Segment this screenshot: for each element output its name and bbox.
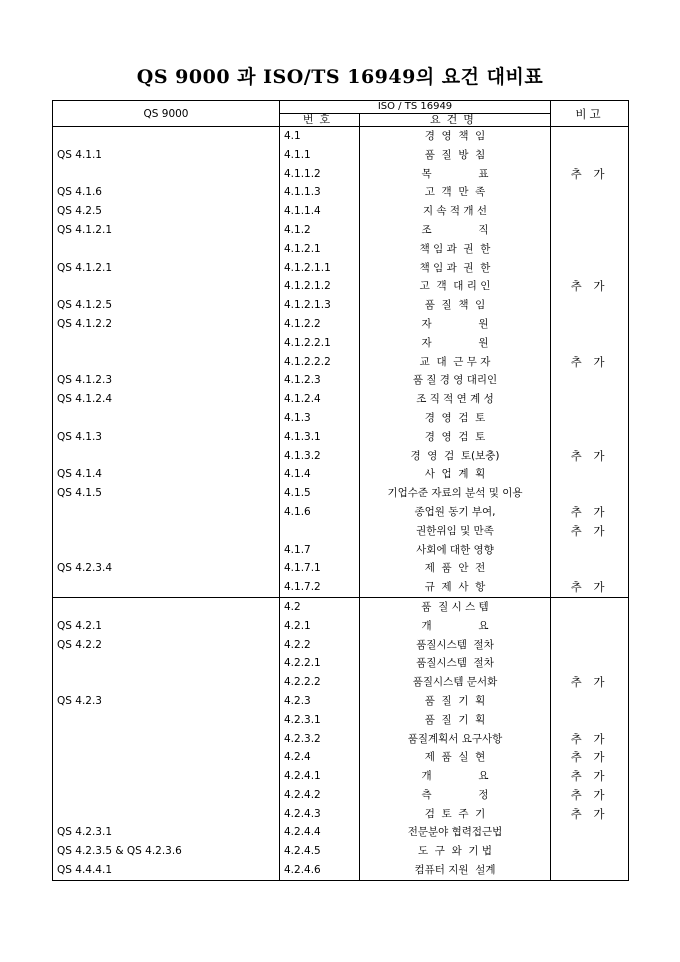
- iso-number: 4.1.1.4: [280, 202, 360, 221]
- table-row: [53, 748, 629, 767]
- remark: 추 가: [551, 786, 629, 805]
- qs9000-clause: QS 4.1.2.2: [53, 315, 280, 334]
- remark: 추 가: [551, 165, 629, 184]
- requirement-name: 고 객 만 족: [360, 183, 551, 202]
- table-row: [53, 767, 629, 786]
- table-row: [53, 823, 629, 842]
- requirement-name: 경 영 책 임: [360, 127, 551, 146]
- remark: [551, 202, 629, 221]
- remark: [551, 428, 629, 447]
- qs9000-clause: [53, 165, 280, 184]
- remark: [551, 617, 629, 636]
- requirement-name: 권한위임 및 만족: [360, 522, 551, 541]
- iso-number: 4.1.2.1: [280, 240, 360, 259]
- remark: [551, 390, 629, 409]
- table-row: [53, 390, 629, 409]
- remark: 추 가: [551, 805, 629, 824]
- table-row: [53, 240, 629, 259]
- requirement-name: 검 토 주 기: [360, 805, 551, 824]
- requirement-name: 지 속 적 개 선: [360, 202, 551, 221]
- requirement-name: 측 정: [360, 786, 551, 805]
- requirement-name: 도 구 와 기 법: [360, 842, 551, 861]
- table-row: [53, 617, 629, 636]
- table-row: [53, 484, 629, 503]
- iso-number: 4.2.2.1: [280, 654, 360, 673]
- qs9000-clause: [53, 730, 280, 749]
- document-title: QS 9000 과 ISO/TS 16949의 요건 대비표: [136, 66, 544, 88]
- remark: [551, 711, 629, 730]
- requirement-name: 개 요: [360, 767, 551, 786]
- iso-number: 4.1.7.1: [280, 559, 360, 578]
- remark: [551, 240, 629, 259]
- table-row: [53, 861, 629, 880]
- remark: 추 가: [551, 748, 629, 767]
- requirement-name: 제 품 안 전: [360, 559, 551, 578]
- table-row: [53, 334, 629, 353]
- requirement-name: 조 직 적 연 계 성: [360, 390, 551, 409]
- iso-number: 4.1.7: [280, 541, 360, 560]
- qs9000-clause: [53, 409, 280, 428]
- table-row: [53, 578, 629, 597]
- iso-number: 4.1.7.2: [280, 578, 360, 597]
- iso-number: 4.2.3: [280, 692, 360, 711]
- iso-number: 4.1.2.1.1: [280, 259, 360, 278]
- remark: [551, 259, 629, 278]
- table-row: [53, 786, 629, 805]
- remark: 추 가: [551, 673, 629, 692]
- qs9000-clause: [53, 334, 280, 353]
- qs9000-clause: QS 4.4.4.1: [53, 861, 280, 880]
- requirement-name: 제 품 실 현: [360, 748, 551, 767]
- iso-number: 4.2.4.5: [280, 842, 360, 861]
- requirement-name: 종업원 동기 부여,: [360, 503, 551, 522]
- table-row: [53, 730, 629, 749]
- requirement-name: 품질시스템 절차: [360, 654, 551, 673]
- table-row: [53, 409, 629, 428]
- remark: [551, 371, 629, 390]
- iso-number: 4.2: [280, 597, 360, 616]
- requirement-name: 품 질 시 스 템: [360, 597, 551, 616]
- iso-number: 4.1.2.2.1: [280, 334, 360, 353]
- remark: 추 가: [551, 503, 629, 522]
- requirement-name: 조 직: [360, 221, 551, 240]
- table-row: [53, 183, 629, 202]
- requirement-name: 경 영 검 토(보충): [360, 447, 551, 466]
- iso-number: 4.1.1.2: [280, 165, 360, 184]
- qs9000-clause: QS 4.1.1: [53, 146, 280, 165]
- table-row: [53, 805, 629, 824]
- qs9000-clause: [53, 578, 280, 597]
- remark: 추 가: [551, 447, 629, 466]
- remark: [551, 183, 629, 202]
- qs9000-clause: QS 4.1.2.1: [53, 221, 280, 240]
- qs9000-clause: [53, 240, 280, 259]
- qs9000-clause: [53, 522, 280, 541]
- requirement-name: 기업수준 자료의 분석 및 이용: [360, 484, 551, 503]
- requirement-name: 품질시스템 문서화: [360, 673, 551, 692]
- qs9000-clause: [53, 767, 280, 786]
- table-row: [53, 353, 629, 372]
- requirement-name: 고 객 대 리 인: [360, 277, 551, 296]
- table-row: [53, 315, 629, 334]
- qs9000-clause: [53, 654, 280, 673]
- qs9000-clause: QS 4.2.3.1: [53, 823, 280, 842]
- requirement-name: 전문분야 협력접근법: [360, 823, 551, 842]
- table-row: [53, 842, 629, 861]
- qs9000-clause: QS 4.1.5: [53, 484, 280, 503]
- iso-number: 4.2.4.1: [280, 767, 360, 786]
- qs9000-clause: QS 4.2.3: [53, 692, 280, 711]
- qs9000-clause: [53, 503, 280, 522]
- iso-number: 4.2.2: [280, 636, 360, 655]
- qs9000-clause: QS 4.1.2.1: [53, 259, 280, 278]
- qs9000-clause: [53, 127, 280, 146]
- table-row: [53, 559, 629, 578]
- table-row: [53, 636, 629, 655]
- qs9000-clause: QS 4.1.2.3: [53, 371, 280, 390]
- table-row: [53, 259, 629, 278]
- qs9000-clause: [53, 541, 280, 560]
- table-row: [53, 447, 629, 466]
- qs9000-clause: QS 4.1.6: [53, 183, 280, 202]
- requirement-name: 품질시스템 절차: [360, 636, 551, 655]
- iso-number: 4.1.1: [280, 146, 360, 165]
- requirement-name: 품질계획서 요구사항: [360, 730, 551, 749]
- comparison-table: [52, 100, 629, 881]
- iso-number: 4.1.2.2.2: [280, 353, 360, 372]
- requirement-name: 컴퓨터 지원 설계: [360, 861, 551, 880]
- table-row: [53, 503, 629, 522]
- remark: 추 가: [551, 277, 629, 296]
- qs9000-clause: [53, 597, 280, 616]
- remark: [551, 465, 629, 484]
- requirement-name: 품 질 책 임: [360, 296, 551, 315]
- requirement-name: 사회에 대한 영향: [360, 541, 551, 560]
- remark: [551, 484, 629, 503]
- remark: 추 가: [551, 767, 629, 786]
- requirement-name: 품 질 기 획: [360, 711, 551, 730]
- requirement-name: 경 영 검 토: [360, 428, 551, 447]
- qs9000-clause: QS 4.2.2: [53, 636, 280, 655]
- header-iso-ts16949: ISO / TS 16949: [280, 101, 551, 114]
- iso-number: 4.1.2.1.2: [280, 277, 360, 296]
- remark: [551, 636, 629, 655]
- requirement-name: 품 질 경 영 대리인: [360, 371, 551, 390]
- qs9000-clause: QS 4.1.3: [53, 428, 280, 447]
- requirement-name: 규 제 사 항: [360, 578, 551, 597]
- table-body: [53, 127, 629, 881]
- requirement-name: 자 원: [360, 334, 551, 353]
- remark: [551, 146, 629, 165]
- remark: [551, 127, 629, 146]
- remark: 추 가: [551, 353, 629, 372]
- iso-number: [280, 522, 360, 541]
- table-row: [53, 127, 629, 146]
- table-row: [53, 673, 629, 692]
- header-remark: 비고: [551, 101, 629, 127]
- iso-number: 4.1.3: [280, 409, 360, 428]
- remark: [551, 692, 629, 711]
- remark: [551, 541, 629, 560]
- qs9000-clause: QS 4.1.2.5: [53, 296, 280, 315]
- table-row: [53, 146, 629, 165]
- iso-number: 4.2.1: [280, 617, 360, 636]
- remark: 추 가: [551, 578, 629, 597]
- remark: [551, 559, 629, 578]
- qs9000-clause: [53, 353, 280, 372]
- requirement-name: 경 영 검 토: [360, 409, 551, 428]
- requirement-name: 사 업 계 획: [360, 465, 551, 484]
- iso-number: 4.2.4.2: [280, 786, 360, 805]
- iso-number: 4.2.2.2: [280, 673, 360, 692]
- table-row: [53, 428, 629, 447]
- iso-number: 4.1.1.3: [280, 183, 360, 202]
- requirement-name: 품 질 방 침: [360, 146, 551, 165]
- remark: [551, 334, 629, 353]
- iso-number: 4.1.2.2: [280, 315, 360, 334]
- qs9000-clause: [53, 447, 280, 466]
- header-qs9000: QS 9000: [53, 101, 280, 127]
- iso-number: 4.2.4.4: [280, 823, 360, 842]
- table-row: [53, 371, 629, 390]
- requirement-name: 책 임 과 권 한: [360, 259, 551, 278]
- qs9000-clause: [53, 277, 280, 296]
- remark: [551, 597, 629, 616]
- header-requirement: 요건명: [360, 114, 551, 127]
- qs9000-clause: QS 4.2.5: [53, 202, 280, 221]
- remark: 추 가: [551, 730, 629, 749]
- iso-number: 4.1.4: [280, 465, 360, 484]
- table-row: [53, 165, 629, 184]
- qs9000-clause: [53, 673, 280, 692]
- iso-number: 4.1.2.1.3: [280, 296, 360, 315]
- table-row: [53, 296, 629, 315]
- remark: [551, 861, 629, 880]
- requirement-name: 책 임 과 권 한: [360, 240, 551, 259]
- iso-number: 4.2.3.2: [280, 730, 360, 749]
- qs9000-clause: QS 4.2.3.5 & QS 4.2.3.6: [53, 842, 280, 861]
- table-row: [53, 202, 629, 221]
- qs9000-clause: QS 4.2.1: [53, 617, 280, 636]
- table-row: [53, 597, 629, 616]
- remark: [551, 409, 629, 428]
- table-row: [53, 522, 629, 541]
- header-number: 번호: [280, 114, 360, 127]
- iso-number: 4.1.2.3: [280, 371, 360, 390]
- requirement-name: 목 표: [360, 165, 551, 184]
- qs9000-clause: [53, 748, 280, 767]
- requirement-name: 개 요: [360, 617, 551, 636]
- qs9000-clause: QS 4.1.4: [53, 465, 280, 484]
- iso-number: 4.1: [280, 127, 360, 146]
- iso-number: 4.1.2: [280, 221, 360, 240]
- remark: [551, 296, 629, 315]
- iso-number: 4.1.3.1: [280, 428, 360, 447]
- table-row: [53, 221, 629, 240]
- iso-number: 4.1.3.2: [280, 447, 360, 466]
- requirement-name: 품 질 기 획: [360, 692, 551, 711]
- table-row: [53, 654, 629, 673]
- remark: [551, 842, 629, 861]
- iso-number: 4.2.4.6: [280, 861, 360, 880]
- table-row: [53, 692, 629, 711]
- iso-number: 4.1.6: [280, 503, 360, 522]
- remark: [551, 823, 629, 842]
- table-row: [53, 541, 629, 560]
- qs9000-clause: [53, 805, 280, 824]
- table-row: [53, 277, 629, 296]
- iso-number: 4.1.5: [280, 484, 360, 503]
- qs9000-clause: [53, 786, 280, 805]
- qs9000-clause: QS 4.1.2.4: [53, 390, 280, 409]
- requirement-name: 교 대 근 무 자: [360, 353, 551, 372]
- qs9000-clause: QS 4.2.3.4: [53, 559, 280, 578]
- remark: [551, 654, 629, 673]
- iso-number: 4.1.2.4: [280, 390, 360, 409]
- requirement-name: 자 원: [360, 315, 551, 334]
- remark: [551, 315, 629, 334]
- table-row: [53, 465, 629, 484]
- iso-number: 4.2.4: [280, 748, 360, 767]
- iso-number: 4.2.4.3: [280, 805, 360, 824]
- qs9000-clause: [53, 711, 280, 730]
- iso-number: 4.2.3.1: [280, 711, 360, 730]
- remark: 추 가: [551, 522, 629, 541]
- remark: [551, 221, 629, 240]
- table-row: [53, 711, 629, 730]
